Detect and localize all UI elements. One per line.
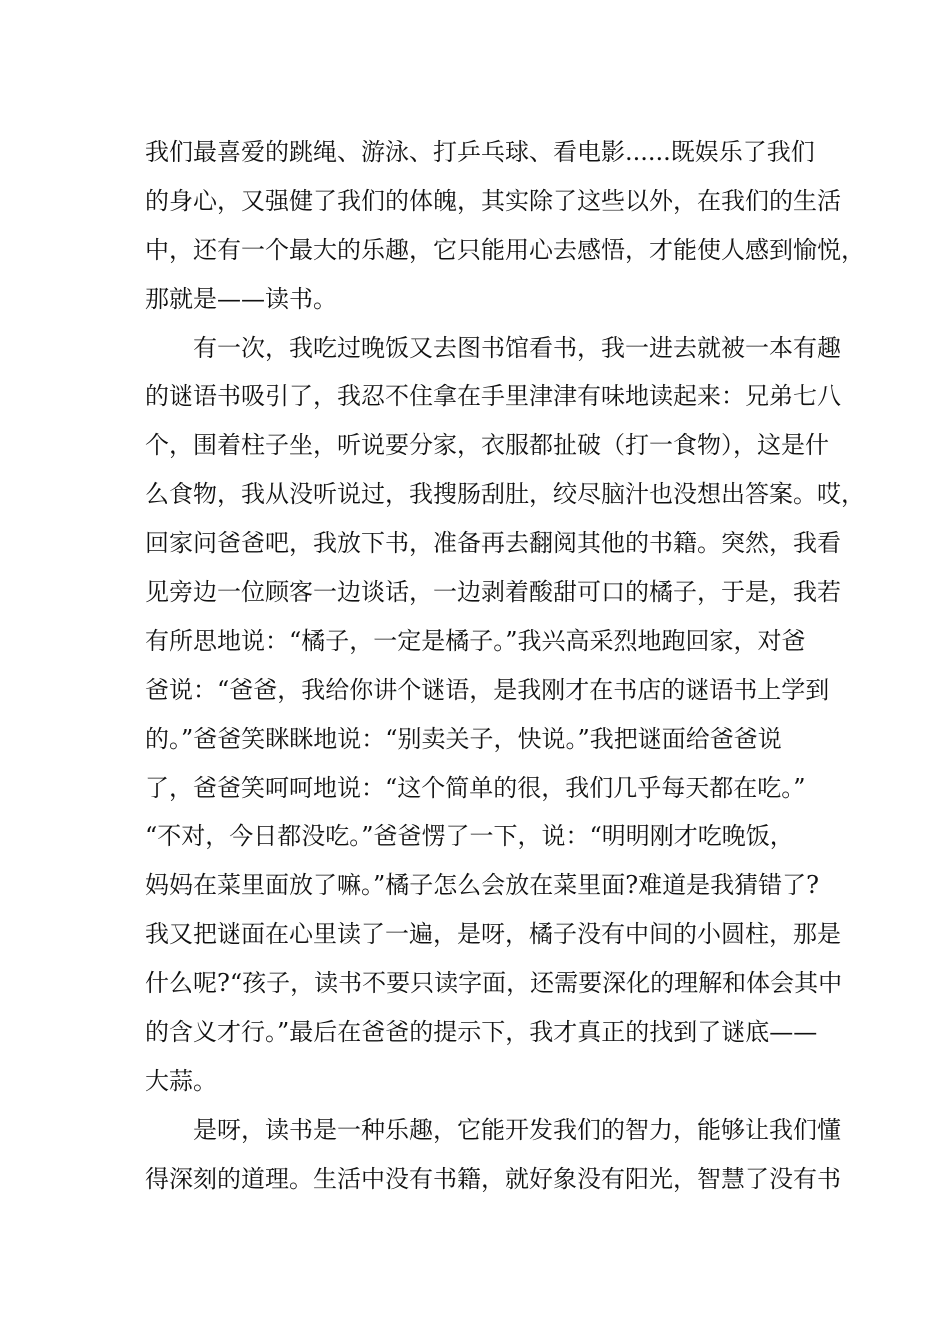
text-line: 那就是——读书。 — [145, 284, 337, 313]
text-line: 得深刻的道理。生活中没有书籍，就好象没有阳光，智慧了没有书 — [145, 1164, 841, 1193]
text-line: 什么呢?“孩子，读书不要只读字面，还需要深化的理解和体会其中 — [145, 969, 843, 998]
text-line: 大蒜。 — [145, 1066, 217, 1095]
text-line: 的含义才行。”最后在爸爸的提示下，我才真正的找到了谜底—— — [145, 1018, 818, 1047]
paragraph-3 — [145, 1106, 841, 1204]
text-line: 的谜语书吸引了，我忍不住拿在手里津津有味地读起来：兄弟七八 — [145, 382, 841, 411]
body-text — [145, 128, 865, 1204]
text-line: 有所思地说：“橘子，一定是橘子。”我兴高采烈地跑回家，对爸 — [145, 626, 806, 655]
text-line: 有一次，我吃过晚饭又去图书馆看书，我一进去就被一本有趣 — [193, 333, 841, 362]
paragraph-2 — [145, 324, 865, 1106]
text-line: 爸说：“爸爸，我给你讲个谜语，是我刚才在书店的谜语书上学到 — [145, 675, 830, 704]
text-line: 见旁边一位顾客一边谈话，一边剥着酸甜可口的橘子，于是，我若 — [145, 578, 841, 607]
text-line: 妈妈在菜里面放了嘛。”橘子怎么会放在菜里面?难道是我猜错了? — [145, 871, 820, 900]
text-line: 个，围着柱子坐，听说要分家，衣服都扯破（打一食物），这是什 — [145, 431, 829, 460]
paragraph-1 — [145, 128, 865, 324]
text-line: 是呀，读书是一种乐趣，它能开发我们的智力，能够让我们懂 — [193, 1115, 841, 1144]
text-line: 我又把谜面在心里读了一遍，是呀，橘子没有中间的小圆柱，那是 — [145, 920, 841, 949]
text-line: 了，爸爸笑呵呵地说：“这个简单的很，我们几乎每天都在吃。” — [145, 773, 806, 802]
text-line: 么食物，我从没听说过，我搜肠刮肚，绞尽脑汁也没想出答案。哎， — [145, 480, 865, 509]
text-line: 我们最喜爱的跳绳、游泳、打乒乓球、看电影......既娱乐了我们 — [145, 138, 815, 166]
text-line: 回家问爸爸吧，我放下书，准备再去翻阅其他的书籍。突然，我看 — [145, 529, 841, 558]
text-line: “不对，今日都没吃。”爸爸愣了一下，说：“明明刚才吃晚饭， — [145, 822, 794, 851]
text-line: 的。”爸爸笑眯眯地说：“别卖关子，快说。”我把谜面给爸爸说 — [145, 724, 782, 753]
text-line: 的身心，又强健了我们的体魄，其实除了这些以外，在我们的生活 — [145, 186, 841, 215]
text-line: 中，还有一个最大的乐趣，它只能用心去感悟，才能使人感到愉悦， — [145, 235, 865, 264]
